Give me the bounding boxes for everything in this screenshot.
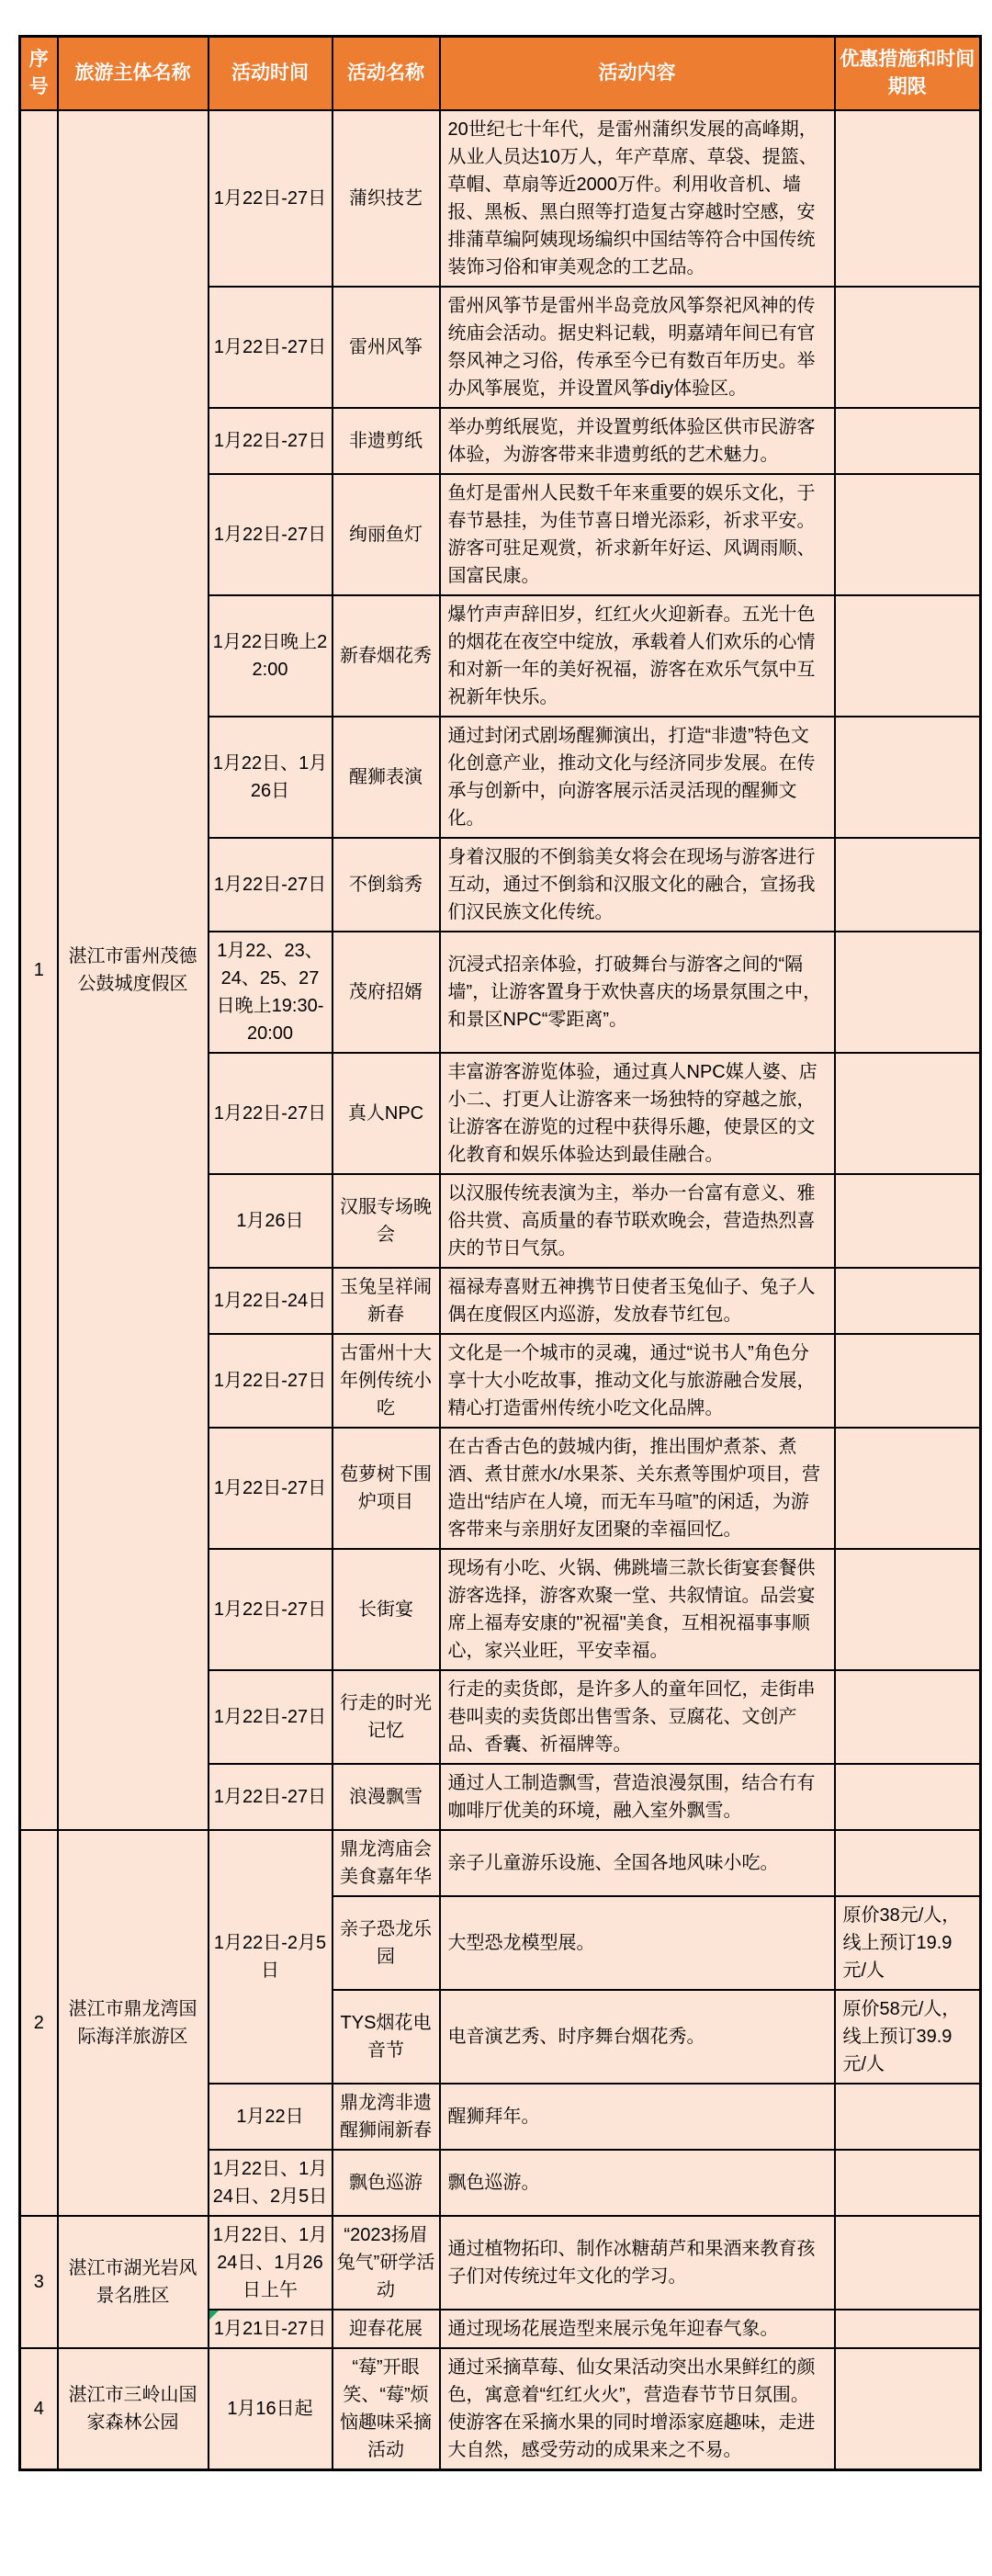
activity-content-cell: 大型恐龙模型展。 bbox=[440, 1896, 835, 1990]
activity-content-cell: 举办剪纸展览，并设置剪纸体验区供市民游客体验，为游客带来非遗剪纸的艺术魅力。 bbox=[440, 408, 835, 474]
activity-time-cell: 1月26日 bbox=[209, 1174, 333, 1268]
activity-name-cell: 玉兔呈祥闹新春 bbox=[333, 1268, 440, 1334]
activity-content-cell: 丰富游客游览体验，通过真人NPC媒人婆、店小二、打更人让游客来一场独特的穿越之旅，让游客在游览的过程中获得乐趣，使景区的文化教育和娱乐体验达到最佳融合。 bbox=[440, 1053, 835, 1174]
discount-cell bbox=[835, 2084, 981, 2150]
discount-cell bbox=[835, 2310, 981, 2348]
discount-cell bbox=[835, 717, 981, 838]
activity-name-cell: 醒狮表演 bbox=[333, 717, 440, 838]
discount-cell: 原价38元/人，线上预订19.9元/人 bbox=[835, 1896, 981, 1990]
entity-name-cell: 湛江市湖光岩风景名胜区 bbox=[58, 2216, 209, 2348]
activity-content-cell: 行走的卖货郎，是许多人的童年回忆，走街串巷叫卖的卖货郎出售雪条、豆腐花、文创产品、香囊、祈福牌等。 bbox=[440, 1670, 835, 1764]
activity-time-cell: 1月22日、1月26日 bbox=[209, 717, 333, 838]
activity-time-cell: 1月22日-27日 bbox=[209, 408, 333, 474]
activity-time-cell: 1月22日-27日 bbox=[209, 1053, 333, 1174]
activity-name-cell: “2023扬眉兔气”研学活动 bbox=[333, 2216, 440, 2310]
activity-time-cell: 1月22日 bbox=[209, 2084, 333, 2150]
activity-content-cell: 通过植物拓印、制作冰糖葫芦和果酒来教育孩子们对传统过年文化的学习。 bbox=[440, 2216, 835, 2310]
discount-cell bbox=[835, 2150, 981, 2216]
table-row bbox=[20, 110, 981, 287]
activity-time-cell: 1月22日-27日 bbox=[209, 287, 333, 408]
activity-name-cell: 行走的时光记忆 bbox=[333, 1670, 440, 1764]
discount-cell bbox=[835, 1053, 981, 1174]
activity-name-cell: 长街宴 bbox=[333, 1549, 440, 1670]
excel-error-indicator-icon bbox=[209, 2310, 219, 2320]
activity-time-cell bbox=[209, 2310, 333, 2348]
activity-content-cell: 鱼灯是雷州人民数千年来重要的娱乐文化，于春节悬挂，为佳节喜日增光添彩，祈求平安。游客可驻足观赏，祈求新年好运、风调雨顺、国富民康。 bbox=[440, 474, 835, 595]
row-number-cell: 2 bbox=[20, 1830, 58, 2216]
activity-time-text: 1月21日-27日 bbox=[213, 2319, 327, 2339]
discount-cell bbox=[835, 2348, 981, 2470]
activity-content-cell: 现场有小吃、火锅、佛跳墙三款长街宴套餐供游客选择，游客欢聚一堂、共叙情谊。品尝宴席上福寿安康的"祝福"美食，互相祝福事事顺心，家兴业旺，平安幸福。 bbox=[440, 1549, 835, 1670]
discount-cell bbox=[835, 1830, 981, 1896]
discount-cell bbox=[835, 110, 981, 287]
entity-name-cell: 湛江市鼎龙湾国际海洋旅游区 bbox=[58, 1830, 209, 2216]
col-header-content: 活动内容 bbox=[440, 37, 835, 111]
activity-content-cell: 福禄寿喜财五神携节日使者玉兔仙子、兔子人偶在度假区内巡游，发放春节红包。 bbox=[440, 1268, 835, 1334]
activity-content-cell: 爆竹声声辞旧岁，红红火火迎新春。五光十色的烟花在夜空中绽放，承载着人们欢乐的心情和对新一年的美好祝福，游客在欢乐气氛中互祝新年快乐。 bbox=[440, 595, 835, 717]
activity-name-cell: 汉服专场晚会 bbox=[333, 1174, 440, 1268]
activity-name-cell: 不倒翁秀 bbox=[333, 838, 440, 932]
entity-name-cell: 湛江市三岭山国家森林公园 bbox=[58, 2348, 209, 2470]
activity-name-cell: 迎春花展 bbox=[333, 2310, 440, 2348]
table-row bbox=[20, 2216, 981, 2310]
activity-content-cell: 飘色巡游。 bbox=[440, 2150, 835, 2216]
discount-cell bbox=[835, 1334, 981, 1428]
activity-time-cell: 1月22、23、24、25、27日晚上19:30-20:00 bbox=[209, 932, 333, 1053]
activity-content-cell: 亲子儿童游乐设施、全国各地风味小吃。 bbox=[440, 1830, 835, 1896]
activity-name-cell: 亲子恐龙乐园 bbox=[333, 1896, 440, 1990]
discount-cell bbox=[835, 932, 981, 1053]
activity-name-cell: “莓”开眼笑、“莓”烦恼趣味采摘活动 bbox=[333, 2348, 440, 2470]
activity-content-cell: 20世纪七十年代，是雷州蒲织发展的高峰期，从业人员达10万人，年产草席、草袋、提篮、草帽、草扇等近2000万件。利用收音机、墙报、黑板、黑白照等打造复古穿越时空感，安排蒲草编阿姨现场编织中国结等符合中国传统装饰习俗和审美观念的工艺品。 bbox=[440, 110, 835, 287]
activity-name-cell: 绚丽鱼灯 bbox=[333, 474, 440, 595]
activity-name-cell: 鼎龙湾庙会美食嘉年华 bbox=[333, 1830, 440, 1896]
activity-name-cell: 雷州风筝 bbox=[333, 287, 440, 408]
discount-cell bbox=[835, 2216, 981, 2310]
activity-name-cell: 真人NPC bbox=[333, 1053, 440, 1174]
activity-content-cell: 文化是一个城市的灵魂，通过“说书人”角色分享十大小吃故事，推动文化与旅游融合发展，精心打造雷州传统小吃文化品牌。 bbox=[440, 1334, 835, 1428]
activity-content-cell: 通过现场花展造型来展示兔年迎春气象。 bbox=[440, 2310, 835, 2348]
col-header-no: 序号 bbox=[20, 37, 58, 111]
activity-content-cell: 雷州风筝节是雷州半岛竞放风筝祭祀风神的传统庙会活动。据史料记载，明嘉靖年间已有官祭风神之习俗，传承至今已有数百年历史。举办风筝展览，并设置风筝diy体验区。 bbox=[440, 287, 835, 408]
discount-cell bbox=[835, 595, 981, 717]
discount-cell bbox=[835, 474, 981, 595]
activity-name-cell: 蒲织技艺 bbox=[333, 110, 440, 287]
activity-time-cell: 1月22日、1月24日、2月5日 bbox=[209, 2150, 333, 2216]
activity-content-cell: 醒狮拜年。 bbox=[440, 2084, 835, 2150]
col-header-discount: 优惠措施和时间期限 bbox=[835, 37, 981, 111]
activity-time-cell: 1月22日-27日 bbox=[209, 474, 333, 595]
col-header-activity-name: 活动名称 bbox=[333, 37, 440, 111]
activity-time-cell: 1月22日-27日 bbox=[209, 1670, 333, 1764]
col-header-time: 活动时间 bbox=[209, 37, 333, 111]
activity-content-cell: 身着汉服的不倒翁美女将会在现场与游客进行互动，通过不倒翁和汉服文化的融合，宣扬我们汉民族文化传统。 bbox=[440, 838, 835, 932]
activity-content-cell: 电音演艺秀、时序舞台烟花秀。 bbox=[440, 1990, 835, 2084]
activity-time-cell: 1月22日晚上22:00 bbox=[209, 595, 333, 717]
activity-time-cell: 1月22日-27日 bbox=[209, 838, 333, 932]
discount-cell bbox=[835, 1174, 981, 1268]
activity-time-cell: 1月22日、1月24日、1月26日上午 bbox=[209, 2216, 333, 2310]
activity-time-cell: 1月22日-27日 bbox=[209, 1428, 333, 1549]
activity-content-cell: 通过人工制造飘雪，营造浪漫氛围，结合冇有咖啡厅优美的环境，融入室外飘雪。 bbox=[440, 1764, 835, 1830]
activity-name-cell: 苞萝树下围炉项目 bbox=[333, 1428, 440, 1549]
discount-cell bbox=[835, 1268, 981, 1334]
activity-time-cell: 1月16日起 bbox=[209, 2348, 333, 2470]
row-number-cell: 3 bbox=[20, 2216, 58, 2348]
activity-time-cell: 1月22日-2月5日 bbox=[209, 1830, 333, 2084]
discount-cell: 原价58元/人，线上预订39.9元/人 bbox=[835, 1990, 981, 2084]
activity-name-cell: 茂府招婿 bbox=[333, 932, 440, 1053]
activity-content-cell: 沉浸式招亲体验，打破舞台与游客之间的“隔墙”，让游客置身于欢快喜庆的场景氛围之中，和景区NPC“零距离”。 bbox=[440, 932, 835, 1053]
activity-content-cell: 以汉服传统表演为主，举办一台富有意义、雅俗共赏、高质量的春节联欢晚会，营造热烈喜庆的节日气氛。 bbox=[440, 1174, 835, 1268]
discount-cell bbox=[835, 287, 981, 408]
activity-content-cell: 通过采摘草莓、仙女果活动突出水果鲜红的颜色，寓意着“红红火火”，营造春节节日氛围。使游客在采摘水果的同时增添家庭趣味，走进大自然，感受劳动的成果来之不易。 bbox=[440, 2348, 835, 2470]
activities-table bbox=[18, 35, 982, 2471]
col-header-entity: 旅游主体名称 bbox=[58, 37, 209, 111]
activity-name-cell: 飘色巡游 bbox=[333, 2150, 440, 2216]
entity-name-cell: 湛江市雷州茂德公鼓城度假区 bbox=[58, 110, 209, 1830]
activity-name-cell: 鼎龙湾非遗醒狮闹新春 bbox=[333, 2084, 440, 2150]
activity-time-cell: 1月22日-27日 bbox=[209, 110, 333, 287]
activity-time-cell: 1月22日-24日 bbox=[209, 1268, 333, 1334]
activity-time-cell: 1月22日-27日 bbox=[209, 1764, 333, 1830]
activity-content-cell: 通过封闭式剧场醒狮演出，打造“非遗”特色文化创意产业，推动文化与经济同步发展。在传承与创新中，向游客展示活灵活现的醒狮文化。 bbox=[440, 717, 835, 838]
activity-content-cell: 在古香古色的鼓城内街，推出围炉煮茶、煮酒、煮甘蔗水/水果茶、关东煮等围炉项目，营造出“结庐在人境，而无车马喧”的闲适，为游客带来与亲朋好友团聚的幸福回忆。 bbox=[440, 1428, 835, 1549]
activity-name-cell: TYS烟花电音节 bbox=[333, 1990, 440, 2084]
activity-name-cell: 浪漫飘雪 bbox=[333, 1764, 440, 1830]
discount-cell bbox=[835, 838, 981, 932]
discount-cell bbox=[835, 1549, 981, 1670]
header-row bbox=[20, 37, 981, 111]
activity-name-cell: 非遗剪纸 bbox=[333, 408, 440, 474]
discount-cell bbox=[835, 1670, 981, 1764]
table-row bbox=[20, 2348, 981, 2470]
activity-time-cell: 1月22日-27日 bbox=[209, 1549, 333, 1670]
discount-cell bbox=[835, 408, 981, 474]
discount-cell bbox=[835, 1764, 981, 1830]
discount-cell bbox=[835, 1428, 981, 1549]
activity-name-cell: 新春烟花秀 bbox=[333, 595, 440, 717]
row-number-cell: 4 bbox=[20, 2348, 58, 2470]
row-number-cell: 1 bbox=[20, 110, 58, 1830]
activity-name-cell: 古雷州十大年例传统小吃 bbox=[333, 1334, 440, 1428]
table-row bbox=[20, 1830, 981, 1896]
activity-time-cell: 1月22日-27日 bbox=[209, 1334, 333, 1428]
